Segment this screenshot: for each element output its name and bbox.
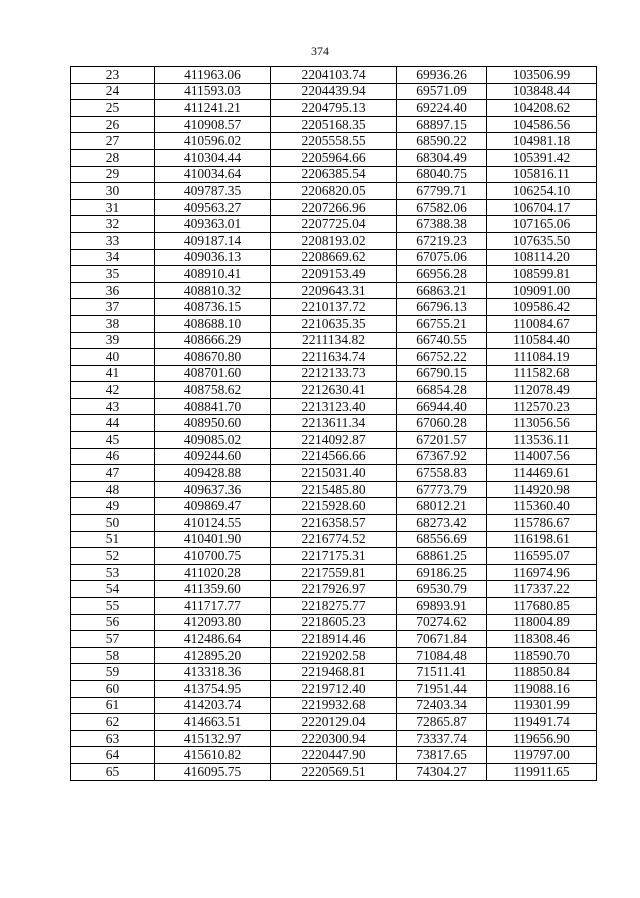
point-number-cell: 30: [71, 183, 155, 200]
table-row: [71, 664, 597, 681]
value-d-cell: 116595.07: [487, 548, 597, 565]
point-number-cell: 23: [71, 67, 155, 84]
value-d-cell: 107165.06: [487, 216, 597, 233]
table-row: [71, 515, 597, 532]
value-d-cell: 116198.61: [487, 531, 597, 548]
point-number-cell: 55: [71, 598, 155, 615]
value-c-cell: 74304.27: [397, 763, 487, 780]
value-a-cell: 411593.03: [155, 83, 271, 100]
value-c-cell: 73337.74: [397, 730, 487, 747]
value-c-cell: 67799.71: [397, 183, 487, 200]
value-a-cell: 409187.14: [155, 232, 271, 249]
value-b-cell: 2208193.02: [271, 232, 397, 249]
value-b-cell: 2212133.73: [271, 365, 397, 382]
value-c-cell: 68304.49: [397, 149, 487, 166]
value-d-cell: 118590.70: [487, 647, 597, 664]
table-row: [71, 614, 597, 631]
value-d-cell: 113056.56: [487, 415, 597, 432]
value-c-cell: 66854.28: [397, 382, 487, 399]
table-row: [71, 481, 597, 498]
value-a-cell: 408688.10: [155, 315, 271, 332]
point-number-cell: 43: [71, 398, 155, 415]
table-row: [71, 183, 597, 200]
value-c-cell: 66796.13: [397, 299, 487, 316]
value-c-cell: 69186.25: [397, 564, 487, 581]
value-b-cell: 2215031.40: [271, 465, 397, 482]
value-b-cell: 2220300.94: [271, 730, 397, 747]
value-c-cell: 69893.91: [397, 598, 487, 615]
table-row: [71, 564, 597, 581]
table-row: [71, 349, 597, 366]
point-number-cell: 25: [71, 100, 155, 117]
value-a-cell: 413318.36: [155, 664, 271, 681]
point-number-cell: 37: [71, 299, 155, 316]
point-number-cell: 29: [71, 166, 155, 183]
value-d-cell: 114920.98: [487, 481, 597, 498]
value-c-cell: 66740.55: [397, 332, 487, 349]
point-number-cell: 39: [71, 332, 155, 349]
value-a-cell: 408810.32: [155, 282, 271, 299]
value-a-cell: 410124.55: [155, 515, 271, 532]
point-number-cell: 58: [71, 647, 155, 664]
value-d-cell: 104208.62: [487, 100, 597, 117]
value-c-cell: 71951.44: [397, 680, 487, 697]
value-c-cell: 69224.40: [397, 100, 487, 117]
value-c-cell: 68273.42: [397, 515, 487, 532]
value-b-cell: 2216358.57: [271, 515, 397, 532]
value-c-cell: 67367.92: [397, 448, 487, 465]
value-a-cell: 409244.60: [155, 448, 271, 465]
value-b-cell: 2206385.54: [271, 166, 397, 183]
value-c-cell: 67773.79: [397, 481, 487, 498]
table-row: [71, 697, 597, 714]
value-c-cell: 67201.57: [397, 432, 487, 449]
table-row: [71, 315, 597, 332]
value-c-cell: 66790.15: [397, 365, 487, 382]
point-number-cell: 54: [71, 581, 155, 598]
value-d-cell: 118850.84: [487, 664, 597, 681]
page-number: 374: [311, 44, 329, 58]
point-number-cell: 48: [71, 481, 155, 498]
table-row: [71, 299, 597, 316]
value-c-cell: 68040.75: [397, 166, 487, 183]
table-row: [71, 730, 597, 747]
value-a-cell: 409869.47: [155, 498, 271, 515]
value-a-cell: 409428.88: [155, 465, 271, 482]
table-row: [71, 415, 597, 432]
table-row: [71, 166, 597, 183]
point-number-cell: 61: [71, 697, 155, 714]
value-c-cell: 72865.87: [397, 714, 487, 731]
point-number-cell: 53: [71, 564, 155, 581]
table-row: [71, 216, 597, 233]
value-d-cell: 117680.85: [487, 598, 597, 615]
value-c-cell: 67388.38: [397, 216, 487, 233]
table-row: [71, 714, 597, 731]
value-d-cell: 119656.90: [487, 730, 597, 747]
point-number-cell: 59: [71, 664, 155, 681]
value-a-cell: 410034.64: [155, 166, 271, 183]
value-c-cell: 68897.15: [397, 116, 487, 133]
value-d-cell: 119911.65: [487, 763, 597, 780]
value-a-cell: 409787.35: [155, 183, 271, 200]
value-b-cell: 2213611.34: [271, 415, 397, 432]
value-b-cell: 2219202.58: [271, 647, 397, 664]
table-row: [71, 133, 597, 150]
value-d-cell: 115786.67: [487, 515, 597, 532]
value-a-cell: 408758.62: [155, 382, 271, 399]
point-number-cell: 57: [71, 631, 155, 648]
value-d-cell: 104586.56: [487, 116, 597, 133]
point-number-cell: 50: [71, 515, 155, 532]
value-a-cell: 410304.44: [155, 149, 271, 166]
table-row: [71, 465, 597, 482]
value-a-cell: 411717.77: [155, 598, 271, 615]
value-d-cell: 111582.68: [487, 365, 597, 382]
value-a-cell: 415610.82: [155, 747, 271, 764]
coordinates-table: [70, 66, 597, 781]
value-c-cell: 69530.79: [397, 581, 487, 598]
point-number-cell: 31: [71, 199, 155, 216]
value-d-cell: 116974.96: [487, 564, 597, 581]
value-b-cell: 2206820.05: [271, 183, 397, 200]
value-b-cell: 2217175.31: [271, 548, 397, 565]
value-d-cell: 119301.99: [487, 697, 597, 714]
point-number-cell: 64: [71, 747, 155, 764]
value-c-cell: 66755.21: [397, 315, 487, 332]
value-c-cell: 67558.83: [397, 465, 487, 482]
point-number-cell: 32: [71, 216, 155, 233]
value-a-cell: 408666.29: [155, 332, 271, 349]
point-number-cell: 33: [71, 232, 155, 249]
value-a-cell: 408950.60: [155, 415, 271, 432]
value-a-cell: 412486.64: [155, 631, 271, 648]
value-b-cell: 2207266.96: [271, 199, 397, 216]
value-d-cell: 119491.74: [487, 714, 597, 731]
table-row: [71, 763, 597, 780]
value-a-cell: 409637.36: [155, 481, 271, 498]
value-b-cell: 2205168.35: [271, 116, 397, 133]
point-number-cell: 52: [71, 548, 155, 565]
value-a-cell: 408736.15: [155, 299, 271, 316]
value-b-cell: 2210137.72: [271, 299, 397, 316]
value-c-cell: 66863.21: [397, 282, 487, 299]
table-row: [71, 680, 597, 697]
value-d-cell: 105391.42: [487, 149, 597, 166]
value-c-cell: 66752.22: [397, 349, 487, 366]
value-a-cell: 411359.60: [155, 581, 271, 598]
value-d-cell: 110084.67: [487, 315, 597, 332]
value-d-cell: 106704.17: [487, 199, 597, 216]
value-b-cell: 2217926.97: [271, 581, 397, 598]
value-a-cell: 412895.20: [155, 647, 271, 664]
value-d-cell: 112078.49: [487, 382, 597, 399]
point-number-cell: 51: [71, 531, 155, 548]
value-a-cell: 412093.80: [155, 614, 271, 631]
point-number-cell: 41: [71, 365, 155, 382]
value-b-cell: 2215485.80: [271, 481, 397, 498]
value-a-cell: 414203.74: [155, 697, 271, 714]
value-a-cell: 413754.95: [155, 680, 271, 697]
value-d-cell: 105816.11: [487, 166, 597, 183]
value-d-cell: 103506.99: [487, 67, 597, 84]
value-b-cell: 2218914.46: [271, 631, 397, 648]
value-b-cell: 2208669.62: [271, 249, 397, 266]
value-c-cell: 70671.84: [397, 631, 487, 648]
value-a-cell: 415132.97: [155, 730, 271, 747]
table-row: [71, 149, 597, 166]
value-d-cell: 106254.10: [487, 183, 597, 200]
point-number-cell: 63: [71, 730, 155, 747]
point-number-cell: 35: [71, 266, 155, 283]
value-a-cell: 409036.13: [155, 249, 271, 266]
value-d-cell: 112570.23: [487, 398, 597, 415]
value-b-cell: 2205964.66: [271, 149, 397, 166]
value-a-cell: 416095.75: [155, 763, 271, 780]
value-a-cell: 414663.51: [155, 714, 271, 731]
table-row: [71, 249, 597, 266]
value-b-cell: 2218605.23: [271, 614, 397, 631]
table-row: [71, 266, 597, 283]
value-d-cell: 107635.50: [487, 232, 597, 249]
table-row: [71, 432, 597, 449]
value-c-cell: 68590.22: [397, 133, 487, 150]
value-d-cell: 109586.42: [487, 299, 597, 316]
value-a-cell: 411241.21: [155, 100, 271, 117]
point-number-cell: 47: [71, 465, 155, 482]
table-row: [71, 448, 597, 465]
value-a-cell: 410401.90: [155, 531, 271, 548]
value-d-cell: 103848.44: [487, 83, 597, 100]
value-a-cell: 409363.01: [155, 216, 271, 233]
value-c-cell: 68861.25: [397, 548, 487, 565]
table-row: [71, 100, 597, 117]
value-b-cell: 2204103.74: [271, 67, 397, 84]
value-c-cell: 73817.65: [397, 747, 487, 764]
point-number-cell: 36: [71, 282, 155, 299]
table-row: [71, 548, 597, 565]
value-b-cell: 2219712.40: [271, 680, 397, 697]
value-b-cell: 2219468.81: [271, 664, 397, 681]
value-a-cell: 411963.06: [155, 67, 271, 84]
value-c-cell: 67060.28: [397, 415, 487, 432]
value-a-cell: 410596.02: [155, 133, 271, 150]
value-b-cell: 2215928.60: [271, 498, 397, 515]
point-number-cell: 65: [71, 763, 155, 780]
table-row: [71, 199, 597, 216]
value-a-cell: 411020.28: [155, 564, 271, 581]
value-c-cell: 69936.26: [397, 67, 487, 84]
point-number-cell: 62: [71, 714, 155, 731]
point-number-cell: 24: [71, 83, 155, 100]
value-b-cell: 2211134.82: [271, 332, 397, 349]
value-b-cell: 2216774.52: [271, 531, 397, 548]
point-number-cell: 40: [71, 349, 155, 366]
table-row: [71, 332, 597, 349]
value-b-cell: 2210635.35: [271, 315, 397, 332]
value-c-cell: 69571.09: [397, 83, 487, 100]
point-number-cell: 46: [71, 448, 155, 465]
point-number-cell: 27: [71, 133, 155, 150]
value-d-cell: 119797.00: [487, 747, 597, 764]
value-a-cell: 408841.70: [155, 398, 271, 415]
value-b-cell: 2211634.74: [271, 349, 397, 366]
table-row: [71, 398, 597, 415]
value-c-cell: 72403.34: [397, 697, 487, 714]
value-c-cell: 67219.23: [397, 232, 487, 249]
value-b-cell: 2212630.41: [271, 382, 397, 399]
table-row: [71, 647, 597, 664]
value-a-cell: 409563.27: [155, 199, 271, 216]
value-b-cell: 2219932.68: [271, 697, 397, 714]
value-c-cell: 71511.41: [397, 664, 487, 681]
value-a-cell: 408910.41: [155, 266, 271, 283]
value-b-cell: 2220447.90: [271, 747, 397, 764]
point-number-cell: 28: [71, 149, 155, 166]
value-b-cell: 2205558.55: [271, 133, 397, 150]
value-b-cell: 2209153.49: [271, 266, 397, 283]
point-number-cell: 26: [71, 116, 155, 133]
point-number-cell: 45: [71, 432, 155, 449]
value-d-cell: 104981.18: [487, 133, 597, 150]
table-row: [71, 116, 597, 133]
value-b-cell: 2218275.77: [271, 598, 397, 615]
table-row: [71, 232, 597, 249]
point-number-cell: 34: [71, 249, 155, 266]
value-d-cell: 118308.46: [487, 631, 597, 648]
value-c-cell: 71084.48: [397, 647, 487, 664]
value-b-cell: 2214092.87: [271, 432, 397, 449]
value-d-cell: 113536.11: [487, 432, 597, 449]
value-d-cell: 108114.20: [487, 249, 597, 266]
value-a-cell: 410908.57: [155, 116, 271, 133]
table-body: [71, 67, 597, 781]
value-d-cell: 114007.56: [487, 448, 597, 465]
value-c-cell: 66956.28: [397, 266, 487, 283]
table-row: [71, 631, 597, 648]
table-row: [71, 83, 597, 100]
value-d-cell: 114469.61: [487, 465, 597, 482]
table-row: [71, 67, 597, 84]
table-row: [71, 598, 597, 615]
value-b-cell: 2220129.04: [271, 714, 397, 731]
table-row: [71, 498, 597, 515]
point-number-cell: 60: [71, 680, 155, 697]
value-b-cell: 2204439.94: [271, 83, 397, 100]
value-c-cell: 66944.40: [397, 398, 487, 415]
value-a-cell: 410700.75: [155, 548, 271, 565]
value-d-cell: 109091.00: [487, 282, 597, 299]
value-c-cell: 70274.62: [397, 614, 487, 631]
table-row: [71, 747, 597, 764]
value-b-cell: 2207725.04: [271, 216, 397, 233]
value-c-cell: 67582.06: [397, 199, 487, 216]
value-b-cell: 2213123.40: [271, 398, 397, 415]
value-b-cell: 2204795.13: [271, 100, 397, 117]
table-row: [71, 382, 597, 399]
value-c-cell: 68556.69: [397, 531, 487, 548]
value-b-cell: 2220569.51: [271, 763, 397, 780]
point-number-cell: 42: [71, 382, 155, 399]
point-number-cell: 49: [71, 498, 155, 515]
value-b-cell: 2217559.81: [271, 564, 397, 581]
value-a-cell: 409085.02: [155, 432, 271, 449]
value-b-cell: 2209643.31: [271, 282, 397, 299]
table-row: [71, 365, 597, 382]
table-row: [71, 581, 597, 598]
value-d-cell: 118004.89: [487, 614, 597, 631]
point-number-cell: 56: [71, 614, 155, 631]
point-number-cell: 38: [71, 315, 155, 332]
value-d-cell: 108599.81: [487, 266, 597, 283]
value-c-cell: 67075.06: [397, 249, 487, 266]
value-d-cell: 117337.22: [487, 581, 597, 598]
value-a-cell: 408701.60: [155, 365, 271, 382]
value-d-cell: 111084.19: [487, 349, 597, 366]
table-row: [71, 531, 597, 548]
table-row: [71, 282, 597, 299]
value-c-cell: 68012.21: [397, 498, 487, 515]
value-a-cell: 408670.80: [155, 349, 271, 366]
point-number-cell: 44: [71, 415, 155, 432]
value-b-cell: 2214566.66: [271, 448, 397, 465]
value-d-cell: 110584.40: [487, 332, 597, 349]
value-d-cell: 119088.16: [487, 680, 597, 697]
value-d-cell: 115360.40: [487, 498, 597, 515]
